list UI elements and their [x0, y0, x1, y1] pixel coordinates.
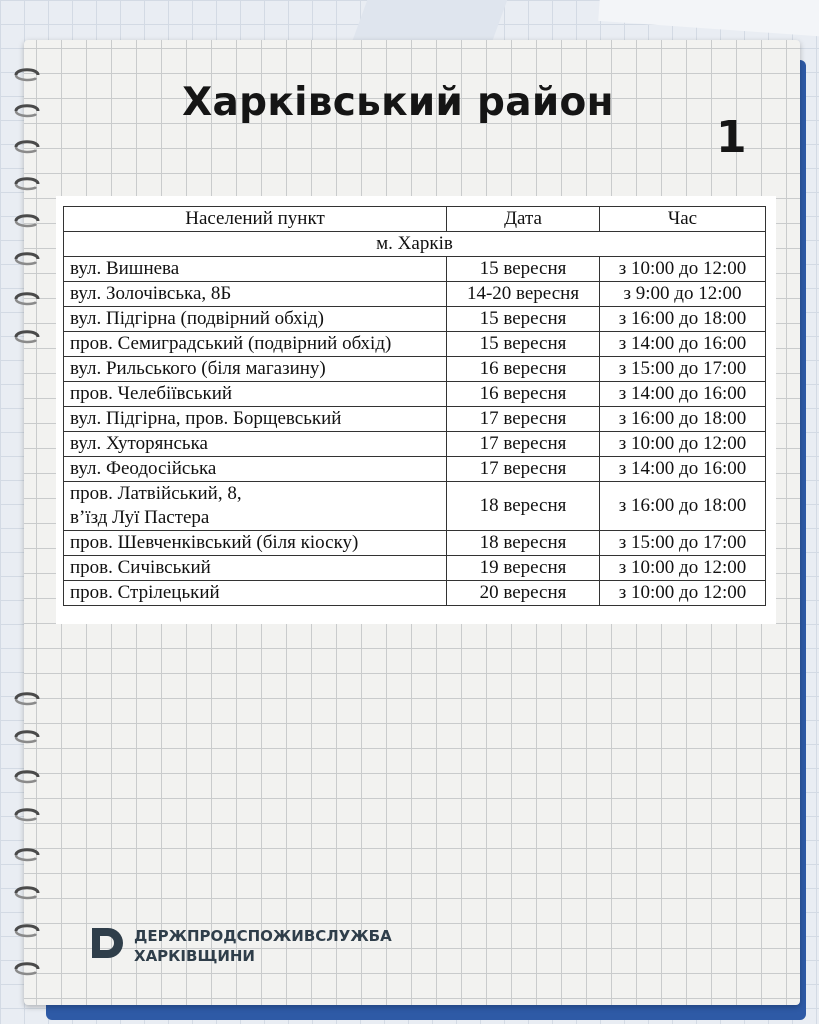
place-cell: вул. Підгірна, пров. Борщевський [64, 407, 447, 432]
time-cell: з 16:00 до 18:00 [600, 407, 766, 432]
table-row [64, 332, 766, 357]
time-cell: з 15:00 до 17:00 [600, 531, 766, 556]
header-time: Час [600, 207, 766, 232]
date-cell: 18 вересня [447, 482, 600, 531]
time-cell: з 10:00 до 12:00 [600, 257, 766, 282]
table-row [64, 307, 766, 332]
spiral-ring [14, 960, 38, 978]
table-row [64, 457, 766, 482]
org-name-line: ХАРКІВЩИНИ [134, 947, 255, 965]
time-cell: з 15:00 до 17:00 [600, 357, 766, 382]
spiral-ring [14, 806, 38, 824]
place-cell: пров. Семиградський (подвірний обхід) [64, 332, 447, 357]
place-cell: вул. Рильського (біля магазину) [64, 357, 447, 382]
table-row [64, 482, 766, 531]
table-row [64, 257, 766, 282]
org-name-line: ДЕРЖПРОДСПОЖИВСЛУЖБА [134, 927, 392, 945]
time-cell: з 9:00 до 12:00 [600, 282, 766, 307]
table-row [64, 382, 766, 407]
time-cell: з 14:00 до 16:00 [600, 332, 766, 357]
table-row [64, 581, 766, 606]
spiral-ring [14, 138, 38, 156]
place-cell [64, 482, 447, 531]
time-cell: з 16:00 до 18:00 [600, 307, 766, 332]
date-cell: 17 вересня [447, 457, 600, 482]
spiral-ring [14, 884, 38, 902]
place-cell: пров. Челебіївський [64, 382, 447, 407]
spiral-ring [14, 212, 38, 230]
time-cell: з 10:00 до 12:00 [600, 432, 766, 457]
date-cell: 14-20 вересня [447, 282, 600, 307]
date-cell: 15 вересня [447, 332, 600, 357]
place-cell: вул. Хуторянська [64, 432, 447, 457]
time-cell: з 14:00 до 16:00 [600, 382, 766, 407]
spiral-ring [14, 728, 38, 746]
place-cell: вул. Вишнева [64, 257, 447, 282]
table-row [64, 531, 766, 556]
spiral-ring [14, 922, 38, 940]
date-cell: 18 вересня [447, 531, 600, 556]
time-cell: з 10:00 до 12:00 [600, 581, 766, 606]
place-cell: пров. Сичівський [64, 556, 447, 581]
schedule-table [63, 206, 766, 606]
date-cell: 17 вересня [447, 407, 600, 432]
city-row [64, 232, 766, 257]
city-name: м. Харків [64, 232, 766, 257]
table-row [64, 407, 766, 432]
spiral-ring [14, 690, 38, 708]
table-row [64, 357, 766, 382]
time-cell: з 14:00 до 16:00 [600, 457, 766, 482]
date-cell: 15 вересня [447, 307, 600, 332]
time-cell: з 10:00 до 12:00 [600, 556, 766, 581]
spiral-ring [14, 768, 38, 786]
table-row [64, 282, 766, 307]
date-cell: 17 вересня [447, 432, 600, 457]
spiral-ring [14, 328, 38, 346]
place-line: в’їзд Луї Пастера [70, 507, 210, 528]
place-cell: вул. Підгірна (подвірний обхід) [64, 307, 447, 332]
place-cell: пров. Шевченківський (біля кіоску) [64, 531, 447, 556]
header-place: Населений пункт [64, 207, 447, 232]
place-line: пров. Латвійський, 8, [70, 483, 242, 504]
date-cell: 15 вересня [447, 257, 600, 282]
place-cell: вул. Золочівська, 8Б [64, 282, 447, 307]
time-cell: з 16:00 до 18:00 [600, 482, 766, 531]
table-header-row [64, 207, 766, 232]
organization-name [134, 926, 392, 966]
place-cell: пров. Стрілецький [64, 581, 447, 606]
background-shape [598, 0, 819, 39]
date-cell: 16 вересня [447, 357, 600, 382]
page-title: Харківський район [182, 80, 614, 125]
date-cell: 19 вересня [447, 556, 600, 581]
spiral-ring [14, 290, 38, 308]
table-row [64, 556, 766, 581]
date-cell: 16 вересня [447, 382, 600, 407]
page-number: 1 [716, 112, 747, 163]
spiral-ring [14, 846, 38, 864]
header-date: Дата [447, 207, 600, 232]
place-cell: вул. Феодосійська [64, 457, 447, 482]
spiral-ring [14, 175, 38, 193]
dps-logo-icon [88, 924, 126, 967]
spiral-ring [14, 250, 38, 268]
date-cell: 20 вересня [447, 581, 600, 606]
table-row [64, 432, 766, 457]
